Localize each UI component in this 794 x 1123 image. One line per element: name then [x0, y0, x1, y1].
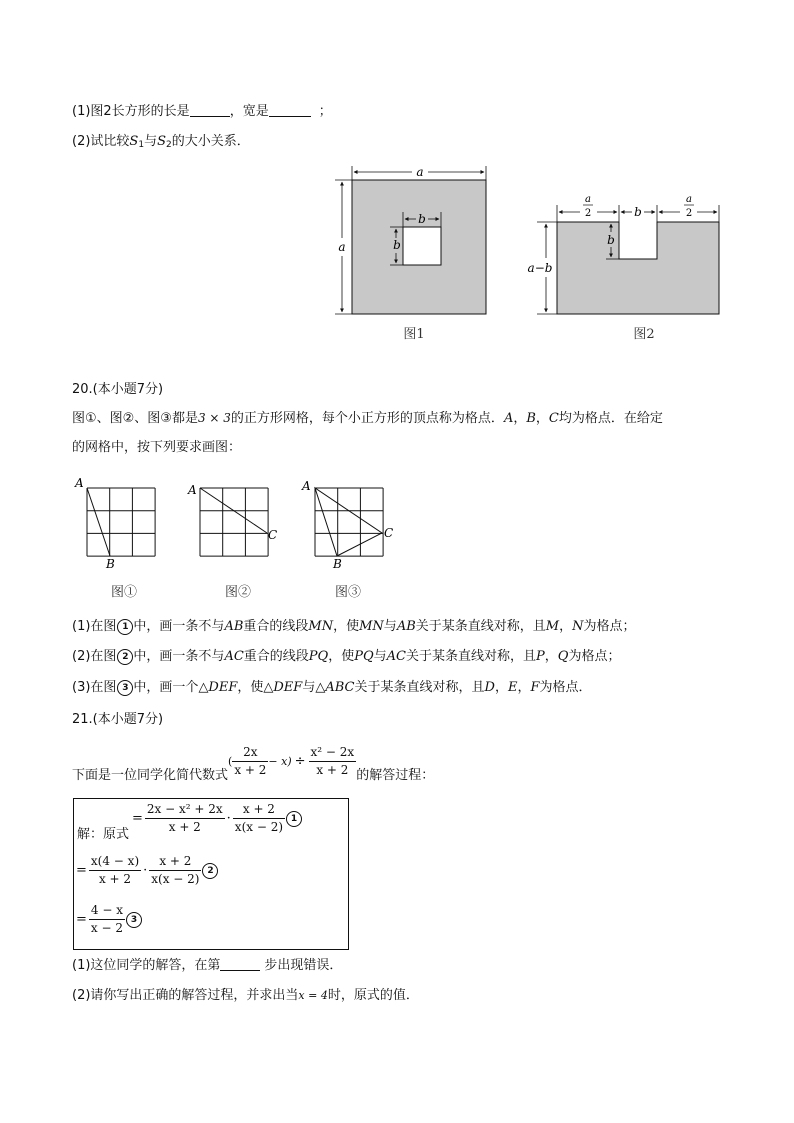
grid-2 [200, 488, 268, 556]
q21-part1: (1)这位同学的解答，在第 步出现错误． [72, 958, 343, 973]
fig2-label-a-minus-b: a−b [527, 261, 553, 275]
step-marker-2: 2 [202, 863, 218, 879]
intro-frac-2: $\frac{\text{x² − 2x}}{x + 2}$ [310, 745, 355, 777]
q19-part1: (1)图2长方形的长是 ，宽是 ； [72, 104, 332, 119]
fig2-shape [557, 222, 719, 314]
solution-step-1: = $\frac{\text{2x − x² + 2x}}{x + 2}$ · $\frac{x + 2}{x(x - 2)}$ 1 [132, 801, 302, 836]
grid3-caption: 图③ [334, 585, 362, 600]
grid1-label-b: B [106, 557, 115, 571]
fig1-label-b-top: b [418, 212, 426, 226]
q21-title: 21.(本小题7分) [72, 712, 164, 727]
grid1-segment-ab [87, 488, 110, 556]
q19-part2: (2)试比较$S_1$与$S_2$的大小关系． [72, 134, 250, 150]
q20-part1: (1)在图 1 中，画一条不与AB重合的线段MN，使MN与AB关于某条直线对称，且M，N为格点； [72, 619, 636, 634]
q20-part2: (2)在图 2 中，画一条不与AC重合的线段PQ，使PQ与AC关于某条直线对称，且P，Q为格点； [72, 649, 621, 664]
solution-step-3: = $\frac{4 - x}{x - 2}$ 3 [76, 902, 142, 937]
fig2-caption: 图2 [633, 327, 655, 342]
fig1-inner-square [403, 227, 441, 265]
fig2-label-b-top: b [634, 205, 642, 219]
solution-label: 解：原式 [77, 827, 130, 842]
fig1-label-a-left: a [338, 240, 346, 254]
q20-intro-line2: 的网格中，按下列要求画图： [72, 440, 242, 455]
q20-part3: (3)在图 3 中，画一个△DEF，使△DEF与△ABC关于某条直线对称，且D，E，F为格点． [72, 680, 592, 695]
fig1-caption: 图1 [403, 327, 425, 342]
grid2-caption: 图② [224, 585, 252, 600]
intro-frac-1: $\frac{2x}{x + 2}$ [234, 745, 267, 777]
svg-text:a: a [585, 194, 591, 205]
solution-step-2: = $\frac{x(4 - x)}{x + 2}$ · $\frac{x + 2}{x(x - 2)}$ 2 [76, 853, 218, 888]
q20-intro-line1: 图①、图②、图③都是3 × 3的正方形网格，每个小正方形的顶点称为格点．A，B，C均为格点．在给定 [72, 411, 663, 426]
grid1-caption: 图① [110, 585, 138, 600]
svg-text:2: 2 [685, 208, 693, 219]
q21-intro: 下面是一位同学化简代数式( $\frac{2x}{x + 2}$ − x) ÷ $\frac{\text{x² − 2x}}{x + 2}$ 的解答过程： [72, 745, 435, 783]
solution-box [73, 798, 349, 950]
grid1-label-a: A [75, 476, 84, 490]
q20-title: 20.(本小题7分) [72, 382, 164, 397]
q20-grids [0, 470, 794, 610]
grid-1 [87, 488, 155, 556]
grid2-label-a: A [188, 483, 197, 497]
grid3-label-b: B [333, 557, 342, 571]
grid-3 [315, 488, 383, 556]
fig1-label-a-top: a [416, 165, 424, 179]
q21-part2: (2)请你写出正确的解答过程，并求出当x = 4时，原式的值． [72, 988, 419, 1003]
fig1-label-b-left: b [393, 238, 401, 252]
grid3-label-a: A [302, 479, 311, 493]
figure-1 [335, 165, 486, 342]
answer-blank-error-step[interactable] [220, 956, 260, 971]
svg-text:a: a [686, 194, 692, 205]
fig2-label-b-inner: b [607, 233, 615, 247]
svg-text:2: 2 [584, 208, 592, 219]
q19-figures [0, 0, 794, 360]
figure-2 [528, 194, 719, 342]
step-marker-1: 1 [286, 811, 302, 827]
grid3-label-c: C [384, 526, 394, 540]
grid3-triangle-abc [315, 488, 382, 556]
grid2-label-c: C [268, 528, 278, 542]
step-marker-3: 3 [126, 912, 142, 928]
